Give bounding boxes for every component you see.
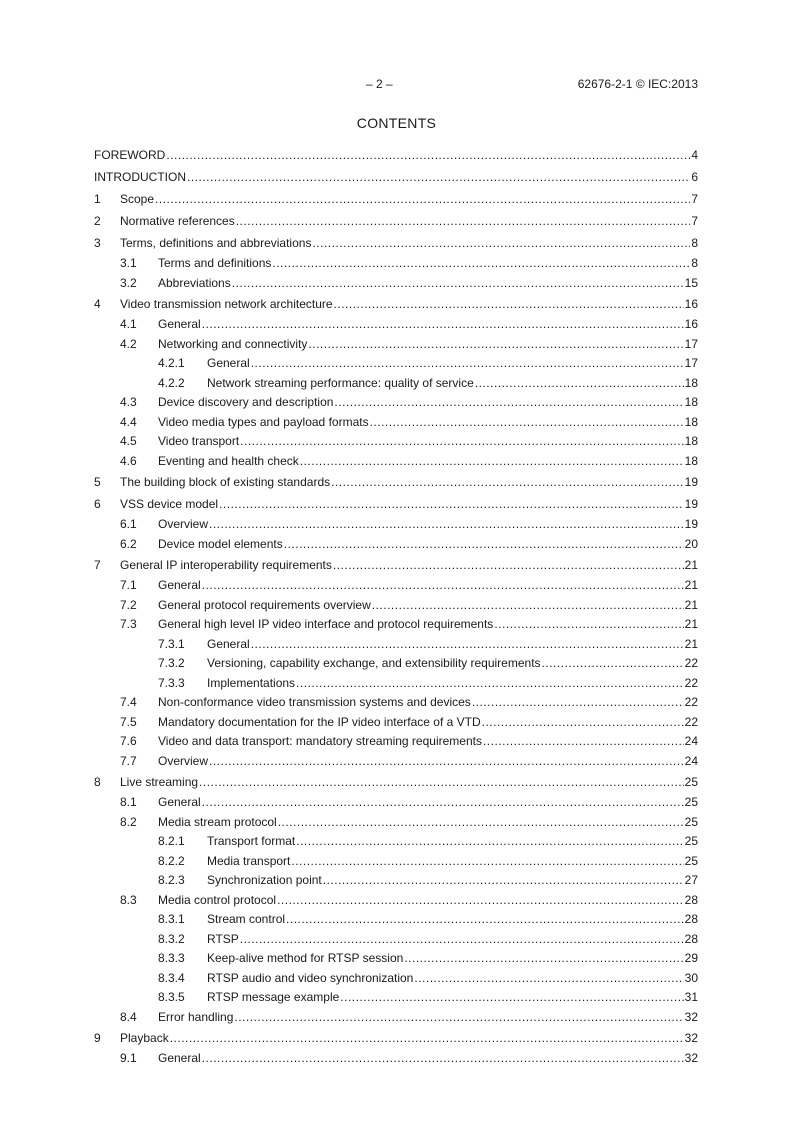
toc-entry[interactable] — [94, 554, 698, 576]
toc-entry-page: 17 — [684, 336, 698, 351]
toc-entry-title: General — [158, 317, 201, 331]
toc-entry[interactable] — [94, 713, 698, 733]
toc-dot-leader — [312, 232, 690, 254]
toc-entry-title: INTRODUCTION — [94, 170, 186, 184]
toc-dot-leader — [209, 515, 684, 535]
toc-entry[interactable] — [94, 413, 698, 433]
toc-entry-title: General — [207, 356, 250, 370]
toc-entry-page: 21 — [684, 558, 698, 572]
toc-entry[interactable] — [94, 188, 698, 210]
toc-dot-leader — [166, 144, 690, 166]
toc-entry[interactable] — [94, 210, 698, 232]
toc-entry-page: 24 — [684, 753, 698, 768]
toc-entry-title: Media stream protocol — [158, 814, 277, 829]
toc-entry[interactable] — [94, 635, 698, 655]
toc-entry-page: 30 — [684, 970, 698, 985]
toc-entry[interactable] — [94, 1049, 698, 1069]
toc-dot-leader — [187, 166, 690, 188]
toc-entry-number: 3.2 — [120, 275, 137, 290]
toc-dot-leader — [236, 210, 691, 232]
toc-entry-title: Terms, definitions and abbreviations — [120, 236, 312, 250]
toc-entry-title: Terms and definitions — [158, 256, 272, 270]
toc-entry[interactable] — [94, 576, 698, 596]
toc-entry-page: 18 — [684, 434, 698, 448]
toc-entry-number: 8.3.4 — [158, 970, 185, 985]
toc-entry-page: 18 — [684, 395, 698, 409]
toc-entry-number: 8.2.2 — [158, 853, 185, 868]
toc-entry-page: 21 — [684, 578, 698, 592]
toc-dot-leader — [284, 535, 684, 555]
toc-dot-leader — [300, 452, 684, 472]
toc-entry-page: 16 — [684, 317, 698, 331]
toc-dot-leader — [155, 188, 690, 210]
toc-entry-number: 4.3 — [120, 395, 137, 409]
toc-entry-number: 8.3.5 — [158, 990, 185, 1004]
toc-entry-title: Live streaming — [120, 775, 199, 789]
toc-entry-title: VSS device model — [120, 497, 219, 511]
toc-entry-title: General — [158, 1051, 201, 1065]
toc-entry[interactable] — [94, 374, 698, 394]
toc-entry-number: 4.5 — [120, 434, 137, 448]
toc-entry[interactable] — [94, 891, 698, 911]
toc-entry-page: 28 — [684, 892, 698, 907]
toc-entry[interactable] — [94, 969, 698, 989]
toc-entry-page: 25 — [684, 814, 698, 829]
toc-entry-number: 7.3 — [120, 617, 137, 631]
toc-entry-page: 32 — [684, 1009, 698, 1024]
toc-entry-page: 21 — [684, 617, 698, 631]
toc-dot-leader — [333, 554, 684, 576]
toc-entry-number: 6.2 — [120, 536, 137, 551]
toc-entry-number: 8.3.3 — [158, 951, 185, 965]
toc-dot-leader — [296, 832, 683, 852]
toc-entry-title: Overview — [158, 517, 209, 531]
toc-entry-number: 8.3.1 — [158, 912, 185, 926]
toc-entry[interactable] — [94, 732, 698, 752]
toc-entry[interactable] — [94, 654, 698, 674]
toc-entry-title: General protocol requirements overview — [158, 597, 371, 612]
toc-dot-leader — [472, 693, 684, 713]
toc-entry-title: Network streaming performance: quality of service — [207, 375, 474, 390]
toc-entry[interactable] — [94, 615, 698, 635]
toc-entry[interactable] — [94, 1008, 698, 1028]
toc-entry-page: 22 — [684, 714, 698, 729]
toc-entry[interactable] — [94, 515, 698, 535]
toc-entry[interactable] — [94, 254, 698, 274]
toc-entry[interactable] — [94, 871, 698, 891]
toc-entry-title: Media control protocol — [158, 892, 277, 907]
toc-entry-number: 8 — [94, 775, 101, 789]
toc-dot-leader — [340, 988, 683, 1008]
toc-dot-leader — [251, 635, 684, 655]
toc-entry-title: Transport format — [207, 834, 296, 848]
toc-entry[interactable] — [94, 596, 698, 616]
toc-dot-leader — [202, 1049, 684, 1069]
contents-title: CONTENTS — [356, 115, 437, 131]
toc-entry-number: 3 — [94, 236, 101, 250]
toc-entry-title: The building block of existing standards — [120, 475, 331, 489]
toc-entry-number: 4.6 — [120, 453, 137, 468]
toc-entry-number: 8.2.3 — [158, 873, 185, 887]
toc-entry-number: 5 — [94, 475, 101, 489]
toc-entry-page: 27 — [684, 873, 698, 887]
toc-entry-page: 28 — [684, 912, 698, 926]
toc-entry[interactable] — [94, 393, 698, 413]
toc-entry-page: 16 — [684, 297, 698, 311]
toc-entry-title: General high level IP video interface and protocol requirements — [158, 617, 494, 631]
toc-dot-leader — [277, 891, 684, 911]
toc-entry-page: 7 — [691, 214, 698, 228]
toc-entry[interactable] — [94, 493, 698, 515]
toc-entry-page: 22 — [684, 695, 698, 709]
toc-entry-page: 20 — [684, 536, 698, 551]
toc-entry-title: Device model elements — [158, 536, 283, 551]
toc-entry-title: Synchronization point — [207, 873, 322, 887]
toc-entry-title: Stream control — [207, 912, 286, 926]
toc-dot-leader — [334, 293, 684, 315]
toc-entry-page: 31 — [684, 990, 698, 1004]
toc-entry-number: 4.4 — [120, 414, 137, 429]
toc-dot-leader — [219, 493, 684, 515]
toc-entry-page: 18 — [684, 375, 698, 390]
toc-entry-title: Media transport — [207, 853, 291, 868]
toc-entry-page: 25 — [684, 775, 698, 789]
toc-entry-title: Abbreviations — [158, 275, 231, 290]
toc-entry-number: 1 — [94, 192, 101, 206]
toc-dot-leader — [483, 732, 684, 752]
toc-entry-page: 19 — [684, 497, 698, 511]
toc-entry-title: Mandatory documentation for the IP video interface of a VTD — [158, 714, 481, 729]
toc-entry-number: 7.3.1 — [158, 636, 185, 651]
toc-dot-leader — [286, 910, 684, 930]
toc-dot-leader — [323, 871, 684, 891]
toc-dot-leader — [209, 752, 684, 772]
toc-dot-leader — [291, 852, 683, 872]
document-reference: 62676-2-1 © IEC:2013 — [577, 77, 698, 91]
toc-entry-number: 4.2.1 — [158, 356, 185, 370]
toc-entry[interactable] — [94, 354, 698, 374]
toc-entry-title: Implementations — [207, 675, 296, 690]
toc-entry-title: RTSP message example — [207, 990, 340, 1004]
toc-entry[interactable] — [94, 1027, 698, 1049]
toc-entry-title: General IP interoperability requirements — [120, 558, 332, 572]
toc-entry[interactable] — [94, 452, 698, 472]
page-number: – 2 – — [366, 77, 393, 91]
toc-entry[interactable] — [94, 930, 698, 950]
toc-dot-leader — [372, 596, 684, 616]
toc-entry-title: Scope — [120, 192, 155, 206]
toc-entry[interactable] — [94, 988, 698, 1008]
toc-entry-title: RTSP audio and video synchronization — [207, 970, 414, 985]
toc-entry-number: 7.3.2 — [158, 656, 185, 670]
toc-dot-leader — [334, 393, 683, 413]
toc-entry-page: 7 — [691, 192, 698, 206]
toc-entry-page: 29 — [684, 951, 698, 965]
toc-dot-leader — [475, 374, 684, 394]
toc-entry-title: Video transport — [158, 434, 240, 448]
toc-entry-number: 8.3 — [120, 892, 137, 907]
toc-entry-title: FOREWORD — [94, 148, 166, 162]
toc-entry-page: 25 — [684, 853, 698, 868]
toc-entry-page: 19 — [684, 517, 698, 531]
toc-entry-number: 8.2.1 — [158, 834, 185, 848]
toc-entry-title: Playback — [120, 1031, 169, 1045]
toc-entry-title: Overview — [158, 753, 209, 768]
toc-entry-title: RTSP — [207, 931, 239, 946]
toc-dot-leader — [202, 315, 684, 335]
toc-entry-number: 8.1 — [120, 795, 137, 809]
toc-entry-title: Keep-alive method for RTSP session — [207, 951, 404, 965]
toc-dot-leader — [232, 274, 684, 294]
toc-entry-page: 28 — [684, 931, 698, 946]
toc-entry-number: 7.7 — [120, 753, 137, 768]
toc-entry-number: 9 — [94, 1031, 101, 1045]
toc-entry[interactable] — [94, 813, 698, 833]
toc-entry-number: 7.1 — [120, 578, 137, 592]
toc-entry[interactable] — [94, 910, 698, 930]
toc-entry-number: 7.6 — [120, 734, 137, 748]
toc-entry-number: 7.3.3 — [158, 675, 185, 690]
toc-dot-leader — [308, 335, 683, 355]
toc-entry-page: 18 — [684, 453, 698, 468]
toc-entry-title: General — [207, 636, 250, 651]
toc-dot-leader — [370, 413, 684, 433]
toc-entry-title: Video media types and payload formats — [158, 414, 369, 429]
toc-entry-number: 6.1 — [120, 517, 137, 531]
toc-entry[interactable] — [94, 335, 698, 355]
toc-entry-number: 4.2 — [120, 336, 137, 351]
toc-entry-title: General — [158, 578, 201, 592]
toc-entry-page: 21 — [684, 597, 698, 612]
toc-entry-title: Error handling — [158, 1009, 234, 1024]
toc-entry[interactable] — [94, 949, 698, 969]
toc-dot-leader — [404, 949, 683, 969]
toc-dot-leader — [202, 576, 684, 596]
toc-dot-leader — [234, 1008, 683, 1028]
toc-entry[interactable] — [94, 166, 698, 188]
toc-entry-page: 32 — [684, 1051, 698, 1065]
toc-dot-leader — [240, 432, 683, 452]
toc-entry-number: 8.2 — [120, 814, 137, 829]
toc-dot-leader — [296, 674, 684, 694]
toc-entry[interactable] — [94, 832, 698, 852]
toc-dot-leader — [542, 654, 684, 674]
toc-entry-number: 3.1 — [120, 256, 137, 270]
toc-entry-title: Non-conformance video transmission systems and devices — [158, 695, 471, 709]
toc-entry-page: 4 — [691, 148, 698, 162]
toc-entry-page: 25 — [684, 795, 698, 809]
toc-entry[interactable] — [94, 432, 698, 452]
toc-entry-page: 15 — [684, 275, 698, 290]
toc-entry-page: 19 — [684, 475, 698, 489]
toc-dot-leader — [272, 254, 690, 274]
toc-entry[interactable] — [94, 674, 698, 694]
toc-entry-title: General — [158, 795, 201, 809]
toc-entry[interactable] — [94, 293, 698, 315]
toc-entry-page: 22 — [684, 656, 698, 670]
toc-entry[interactable] — [94, 793, 698, 813]
toc-entry[interactable] — [94, 752, 698, 772]
toc-dot-leader — [170, 1027, 684, 1049]
toc-entry[interactable] — [94, 144, 698, 166]
toc-dot-leader — [494, 615, 683, 635]
toc-dot-leader — [240, 930, 684, 950]
toc-entry-number: 2 — [94, 214, 101, 228]
toc-entry[interactable] — [94, 771, 698, 793]
toc-entry-title: Normative references — [120, 214, 235, 228]
toc-entry-page: 22 — [684, 675, 698, 690]
toc-entry-title: Eventing and health check — [158, 453, 299, 468]
toc-entry[interactable] — [94, 232, 698, 254]
toc-entry[interactable] — [94, 471, 698, 493]
toc-entry-number: 9.1 — [120, 1051, 137, 1065]
toc-dot-leader — [202, 793, 684, 813]
toc-entry-page: 32 — [684, 1031, 698, 1045]
toc-entry-page: 24 — [684, 734, 698, 748]
toc-entry-title: Video and data transport: mandatory streaming requirements — [158, 734, 482, 748]
toc-dot-leader — [251, 354, 684, 374]
toc-dot-leader — [414, 969, 683, 989]
toc-entry[interactable] — [94, 852, 698, 872]
toc-entry-page: 17 — [684, 356, 698, 370]
toc-entry[interactable] — [94, 693, 698, 713]
toc-entry[interactable] — [94, 315, 698, 335]
toc-entry-number: 8.4 — [120, 1009, 137, 1024]
toc-entry-number: 6 — [94, 497, 101, 511]
toc-entry[interactable] — [94, 274, 698, 294]
toc-entry-page: 25 — [684, 834, 698, 848]
toc-dot-leader — [331, 471, 684, 493]
toc-entry-number: 8.3.2 — [158, 931, 185, 946]
toc-entry-page: 8 — [691, 236, 698, 250]
toc-entry-number: 7.5 — [120, 714, 137, 729]
toc-entry-title: Networking and connectivity — [158, 336, 308, 351]
toc-entry-page: 8 — [691, 256, 698, 270]
table-of-contents — [94, 144, 698, 1069]
toc-entry-number: 4.1 — [120, 317, 137, 331]
toc-dot-leader — [482, 713, 684, 733]
toc-entry-title: Versioning, capability exchange, and extensibility requirements — [207, 656, 541, 670]
toc-entry[interactable] — [94, 535, 698, 555]
toc-entry-number: 7.2 — [120, 597, 137, 612]
toc-entry-number: 4 — [94, 297, 101, 311]
toc-entry-title: Video transmission network architecture — [120, 297, 333, 311]
toc-dot-leader — [199, 771, 684, 793]
toc-entry-page: 6 — [691, 170, 698, 184]
toc-entry-number: 7.4 — [120, 695, 137, 709]
toc-entry-number: 4.2.2 — [158, 375, 185, 390]
toc-dot-leader — [278, 813, 684, 833]
toc-entry-page: 18 — [684, 414, 698, 429]
toc-entry-number: 7 — [94, 558, 101, 572]
toc-entry-page: 21 — [684, 636, 698, 651]
toc-entry-title: Device discovery and description — [158, 395, 334, 409]
